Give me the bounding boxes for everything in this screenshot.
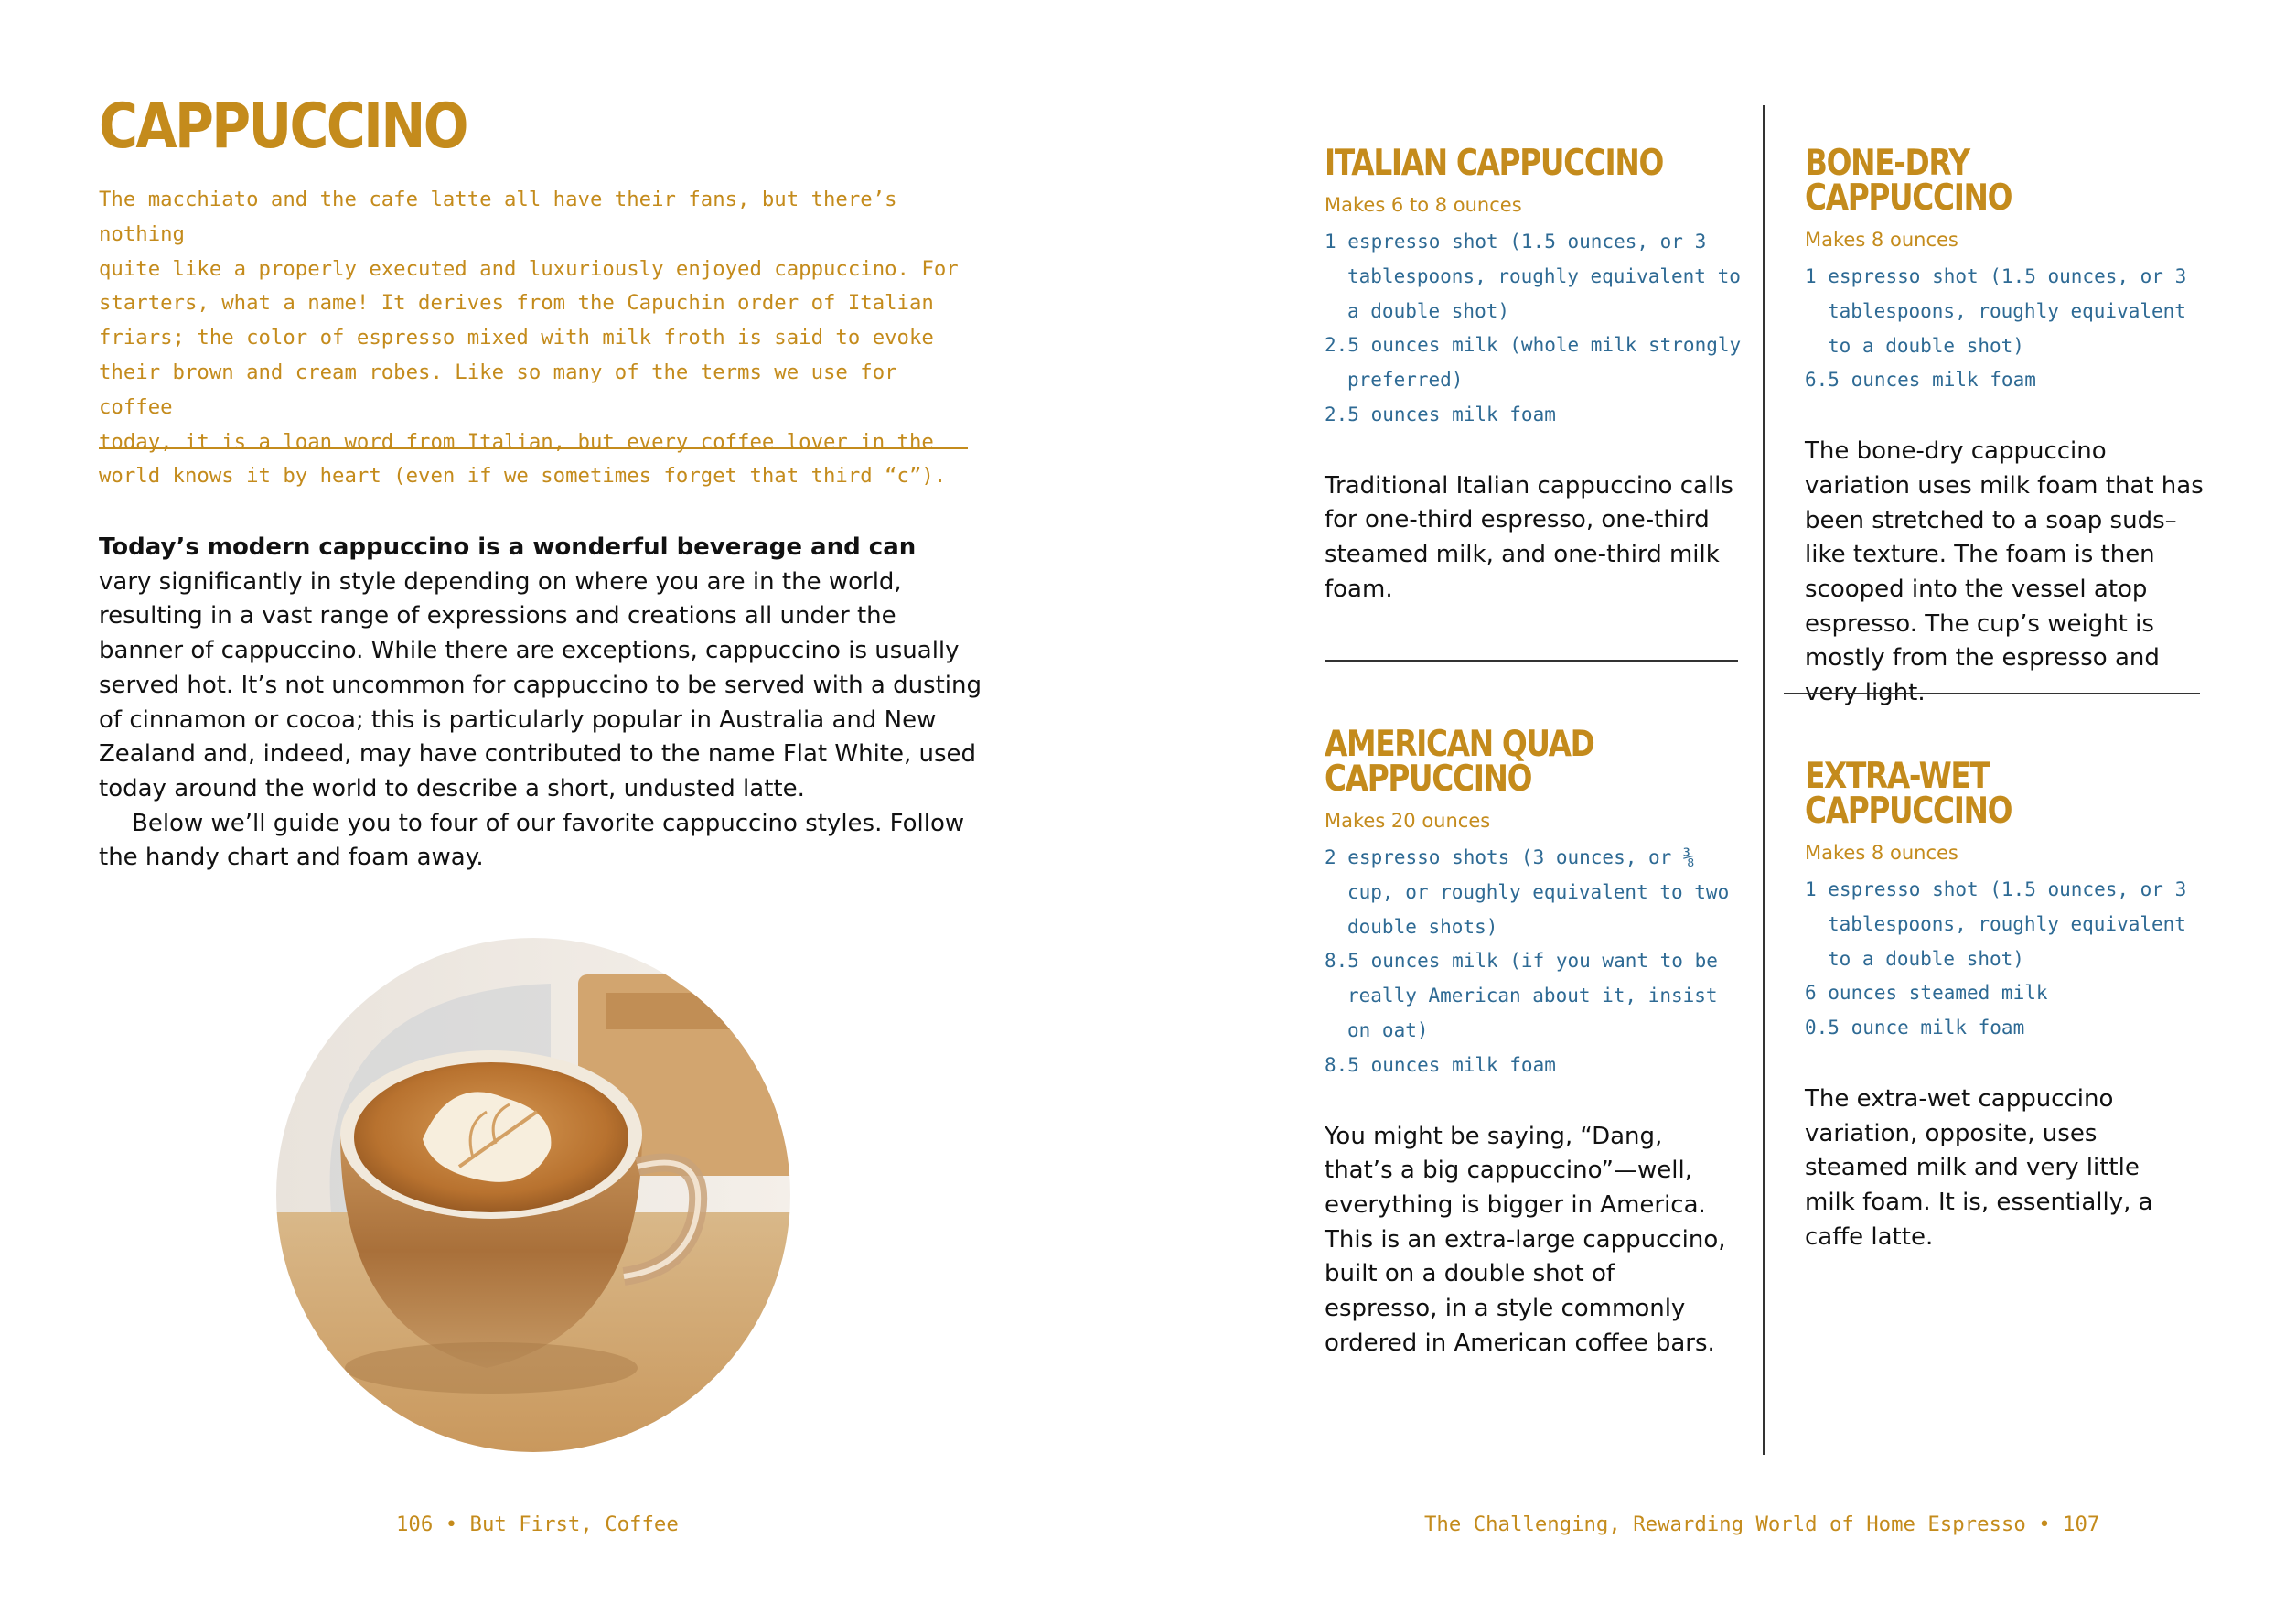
ingredient-item: 2 espresso shots (3 ounces, or ⅜ cup, or roughly equivalent to two double shots) (1325, 846, 1730, 938)
recipe-divider (1784, 693, 2200, 694)
recipe-yield: Makes 20 ounces (1325, 810, 1491, 832)
recipe-title: EXTRA-WET CAPPUCCINO (1805, 756, 2012, 832)
body-text (99, 531, 986, 876)
body-paragraph-1: vary significantly in style depending on where you are in the world, resulting in a vast range of expressions and creations all under the banner of cappuccino. While there are exceptions, cappuccino is usually served hot. It’s not uncommon for cappuccino to be served with a dusting of cinnamon or cocoa; this is particularly popular in Australia and New Zealand and, indeed, may have contributed to the name Flat White, used today around the world to describe a short, undusted latte. (99, 567, 982, 802)
recipe-american-quad-cappuccino (1325, 724, 1745, 1362)
ingredient-list (1805, 260, 2207, 398)
ingredient-item: 1 espresso shot (1.5 ounces, or 3 tablespoons, roughly equivalent to a double shot) (1805, 878, 2187, 970)
recipe-description: The bone-dry cappuccino variation uses milk foam that has been stretched to a soap suds–like texture. The foam is then scooped into the vessel atop espresso. The cup’s weight is mostly from the espresso and very light. (1805, 437, 2204, 707)
body-lead: Today’s modern cappuccino is a wonderful beverage and can (99, 533, 917, 561)
recipe-extra-wet-cappuccino (1805, 756, 2207, 1255)
column-divider (1763, 105, 1765, 1455)
ingredient-item: 8.5 ounces milk foam (1325, 1053, 1556, 1076)
recipe-title: ITALIAN CAPPUCCINO (1325, 143, 1663, 184)
ingredient-item: 8.5 ounces milk (if you want to be really American about it, insist on oat) (1325, 950, 1718, 1041)
ingredient-list (1325, 841, 1745, 1083)
recipe-italian-cappuccino (1325, 143, 1745, 608)
ingredient-list (1805, 873, 2207, 1046)
recipe-description: You might be saying, “Dang, that’s a big cappuccino”—well, everything is bigger in America. This is an extra-large cappuccino, built on a double shot of espresso, in a style commonly ordered in American coffee bars. (1325, 1122, 1726, 1357)
recipe-bone-dry-cappuccino (1805, 143, 2207, 711)
body-paragraph-2: Below we’ll guide you to four of our favorite cappuccino styles. Follow the handy chart and foam away. (99, 809, 965, 872)
page-title: CAPPUCCINO (99, 91, 467, 163)
right-page-footer: The Challenging, Rewarding World of Home Espresso • 107 (1424, 1512, 2100, 1536)
cappuccino-cup-illustration (276, 938, 790, 1452)
recipe-title: BONE-DRY CAPPUCCINO (1805, 143, 2012, 219)
ingredient-item: 1 espresso shot (1.5 ounces, or 3 tablespoons, roughly equivalent to a double shot) (1325, 231, 1741, 322)
cappuccino-photo (276, 938, 790, 1452)
recipe-yield: Makes 8 ounces (1805, 229, 1958, 251)
intro-text: The macchiato and the cafe latte all have their fans, but there’s nothing quite like a properly executed and luxuriously enjoyed cappuccino. For starters, what a name! It derives from the Capuchin order of Italian friars; the color of espresso mixed with milk froth is said to evoke their brown and cream robes. Like so many of the terms we use for coffee today, it is a loan word from Italian, but every coffee lover in the world knows it by heart (even if we sometimes forget that third “c”). (99, 188, 959, 489)
ingredient-item: 6.5 ounces milk foam (1805, 369, 2036, 392)
recipe-divider (1325, 660, 1738, 662)
recipe-description: The extra-wet cappuccino variation, opposite, uses steamed milk and very little milk foam. It is, essentially, a caffe latte. (1805, 1084, 2153, 1251)
ingredient-item: 2.5 ounces milk (whole milk strongly preferred) (1325, 334, 1742, 392)
ingredient-item: 6 ounces steamed milk (1805, 982, 2048, 1005)
recipe-yield: Makes 6 to 8 ounces (1325, 194, 1522, 216)
recipe-title: AMERICAN QUAD CAPPUCCINO (1325, 724, 1594, 800)
recipe-yield: Makes 8 ounces (1805, 842, 1958, 864)
recipe-description: Traditional Italian cappuccino calls for one-third espresso, one-third steamed milk, and one-third milk foam. (1325, 471, 1733, 603)
ingredient-list (1325, 225, 1745, 433)
left-page-footer: 106 • But First, Coffee (396, 1512, 679, 1536)
ingredient-item: 0.5 ounce milk foam (1805, 1017, 2025, 1039)
intro-divider (99, 447, 968, 449)
ingredient-item: 2.5 ounces milk foam (1325, 403, 1556, 425)
ingredient-item: 1 espresso shot (1.5 ounces, or 3 tablespoons, roughly equivalent to a double shot) (1805, 265, 2187, 357)
